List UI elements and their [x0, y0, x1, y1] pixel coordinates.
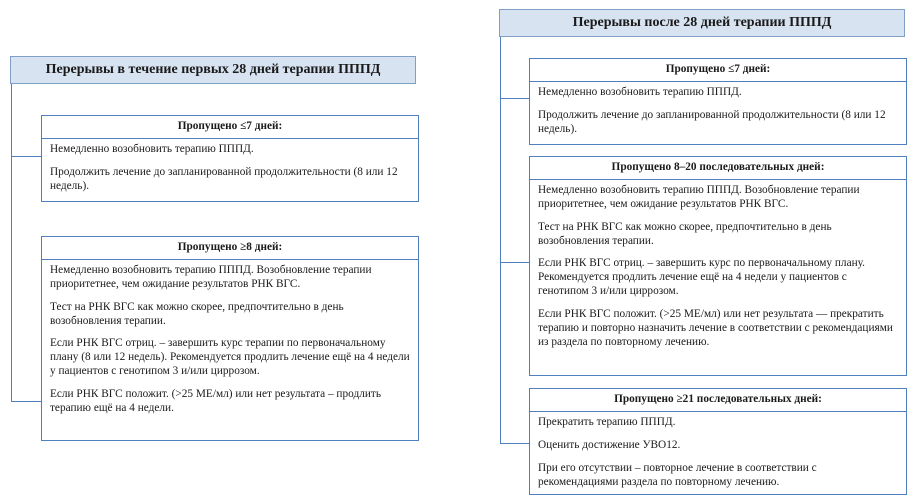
box-body [530, 412, 906, 494]
box-paragraph: Продолжить лечение до запланированной продолжительности (8 или 12 недель). [50, 165, 398, 192]
box-title: Пропущено ≥21 последовательных дней: [530, 389, 906, 412]
left-box-missed-up-to-7-days [41, 115, 419, 202]
box-paragraph: Немедленно возобновить терапию ПППД. Возобновление терапии приоритетнее, чем ожидание результатов РНК ВГС. [50, 263, 372, 290]
box-paragraph: При его отсутствии – повторное лечение в соответствии с рекомендациями раздела по повторному лечению. [538, 461, 817, 488]
box-title: Пропущено ≤7 дней: [42, 116, 418, 139]
right-box-missed-up-to-7-days [529, 58, 907, 145]
box-paragraph: Тест на РНК ВГС как можно скорее, предпочтительно в день возобновления терапии. [538, 220, 832, 247]
box-body [42, 139, 418, 198]
box-paragraph: Немедленно возобновить терапию ПППД. [50, 142, 254, 155]
left-connector-to-box-1 [11, 156, 42, 157]
right-box-missed-8-to-20-days [529, 156, 907, 376]
box-paragraph: Если РНК ВГС отриц. – завершить курс по первоначальному плану. Рекомендуется продлить лечение ещё на 4 недели у пациентов с генотипом 3 и/или циррозом. [538, 257, 865, 298]
box-paragraph: Немедленно возобновить терапию ПППД. [538, 85, 742, 98]
left-connector-to-box-2 [11, 401, 42, 402]
right-connector-to-box-2 [500, 262, 530, 263]
left-header-text: Перерывы в течение первых 28 дней терапии ПППД [45, 62, 381, 77]
box-title: Пропущено 8–20 последовательных дней: [530, 157, 906, 180]
right-header-text: Перерывы после 28 дней терапии ПППД [572, 15, 832, 30]
box-paragraph: Немедленно возобновить терапию ПППД. Возобновление терапии приоритетнее, чем ожидание результатов РНК ВГС. [538, 183, 860, 210]
right-connector-to-box-3 [500, 443, 530, 444]
box-paragraph: Если РНК ВГС положит. (>25 МЕ/мл) или нет результата — прекратить терапию и повторно назначить лечение в соответствии с рекомендациями из раздела по повторному лечению. [538, 308, 893, 348]
box-paragraph: Продолжить лечение до запланированной продолжительности (8 или 12 недель). [538, 108, 886, 135]
left-header [10, 56, 416, 84]
box-title: Пропущено ≥8 дней: [42, 237, 418, 260]
box-paragraph: Оценить достижение УВО12. [538, 438, 681, 451]
right-connector-to-box-1 [500, 98, 530, 99]
right-box-missed-21-or-more-days [529, 388, 907, 495]
box-body [530, 180, 906, 354]
box-body [42, 260, 418, 420]
box-body [530, 82, 906, 141]
box-paragraph: Тест на РНК ВГС как можно скорее, предпочтительно в день возобновления терапии. [50, 300, 344, 327]
box-title: Пропущено ≤7 дней: [530, 59, 906, 82]
right-header [499, 9, 905, 37]
left-connector-vertical [11, 84, 12, 402]
left-box-missed-8-or-more-days [41, 236, 419, 441]
box-paragraph: Прекратить терапию ПППД. [538, 415, 676, 428]
box-paragraph: Если РНК ВГС отриц. – завершить курс терапии по первоначальному плану (8 или 12 недель). Рекомендуется продлить лечение ещё на 4 недели у пациентов с генотипом 3 и/или циррозом. [50, 337, 410, 378]
box-paragraph: Если РНК ВГС положит. (>25 МЕ/мл) или нет результата – продлить терапию ещё на 4 недели. [50, 388, 381, 415]
